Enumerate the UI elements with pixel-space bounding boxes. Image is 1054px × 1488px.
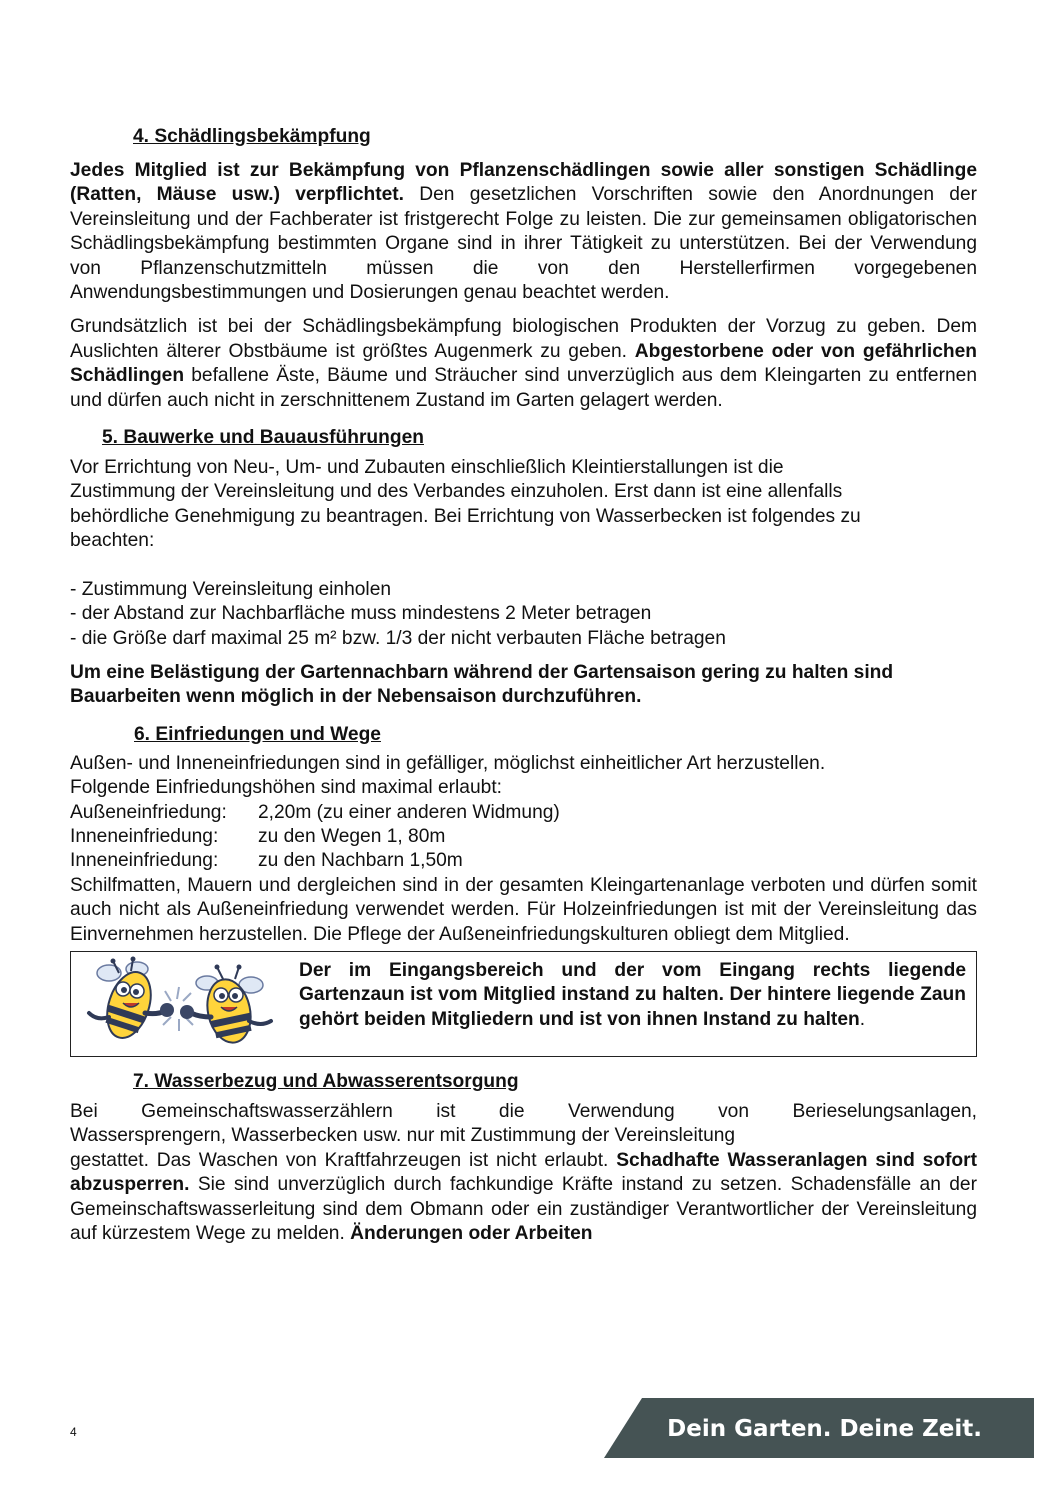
section-6-heading: 6. Einfriedungen und Wege (134, 723, 381, 745)
section-7-line-1: Bei Gemeinschaftswasserzählern ist die Verwendung von Berieselungsanlagen, (70, 1100, 977, 1122)
section-4-obligation-bold: Jedes Mitglied ist zur Bekämpfung von Pflanzenschädlingen sowie aller sonstigen Schädlinge (Ratten, Mäuse usw.) verpflichtet. (70, 160, 977, 206)
section-7-bold-2: Änderungen oder Arbeiten (350, 1223, 593, 1244)
section-5-line: behördliche Genehmigung zu beantragen. Bei Errichtung von Wasserbecken ist folgendes zu (70, 505, 861, 527)
section-4-p1-text: Den gesetzlichen Vorschriften sowie den Anordnungen der Vereinsleitung und der Fachberater ist fristgerecht Folge zu leisten. Die zur gemeinsamen obligatorischen Schädlingsbekämpfung bestimmten Organe sind in ihrer Tätigkeit zu unterstützen. Bei der Verwendung von Pflanzenschutzmitteln müssen die von den Herstellerfirmen vorgegebenen Anwendungsbestimmungen und Dosierungen genau beachtet werden. (70, 184, 977, 304)
section-6-line: Folgende Einfriedungshöhen sind maximal erlaubt: (70, 777, 502, 799)
list-item: - der Abstand zur Nachbarfläche muss mindestens 2 Meter betragen (70, 603, 652, 625)
page-number: 4 (70, 1425, 77, 1439)
slogan-banner (604, 1398, 1034, 1458)
callout-text (299, 959, 966, 1032)
slogan-text: Dein Garten. Deine Zeit. (667, 1416, 982, 1442)
section-6-line: Außen- und Inneneinfriedungen sind in gefälliger, möglichst einheitlicher Art herzustellen. (70, 752, 826, 774)
section-4-p2-text-b: befallene Äste, Bäume und Sträucher sind unverzüglich aus dem Kleingarten zu entfernen und dürfen auch nicht in zerschnittenem Zustand im Garten gelagert werden. (70, 365, 977, 411)
section-5-paragraph (70, 456, 977, 554)
height-value: zu den Nachbarn 1,50m (258, 850, 463, 872)
height-value: 2,20m (zu einer anderen Widmung) (258, 801, 560, 823)
section-4-paragraph-2 (70, 315, 977, 413)
fence-maintenance-callout (70, 951, 977, 1057)
height-label: Außeneinfriedung: (70, 801, 227, 823)
section-6-intro (70, 752, 977, 874)
callout-bold-text: Der im Eingangsbereich und der vom Eingang rechts liegende Gartenzaun ist vom Mitglied instand zu halten. Der hintere liegende Zaun gehört beiden Mitgliedern und ist von ihnen Instand zu halten (299, 959, 966, 1030)
section-6-paragraph: Schilfmatten, Mauern und dergleichen sind in der gesamten Kleingartenanlage verboten und dürfen somit auch nicht als Außeneinfriedung verwendet werden. Für Holzeinfriedungen ist mit der Vereinsleitung das Einvernehmen herzustellen. Die Pflege der Außeneinfriedungskulturen obliegt dem Mitglied. (70, 874, 977, 945)
document-page (70, 124, 977, 1246)
section-7-bold-1: Schadhafte Wasseranlagen sind sofort abzusperren. (70, 1149, 977, 1196)
section-5-note-line: Um eine Belästigung der Gartennachbarn während der Gartensaison gering zu halten sind (70, 661, 894, 683)
section-5-heading: 5. Bauwerke und Bauausführungen (102, 427, 424, 449)
section-5-line: Vor Errichtung von Neu-, Um- und Zubauten einschließlich Kleintierstallungen ist die (70, 457, 784, 479)
section-5-note-line: Bauarbeiten wenn möglich in der Nebensaison durchzuführen. (70, 686, 642, 708)
height-value: zu den Wegen 1, 80m (258, 825, 446, 847)
section-7-text-a: gestattet. Das Waschen von Kraftfahrzeugen ist nicht erlaubt. (70, 1149, 617, 1171)
callout-end: . (859, 1008, 866, 1030)
section-7-heading: 7. Wasserbezug und Abwasserentsorgung (133, 1070, 519, 1092)
section-5-line: Zustimmung der Vereinsleitung und des Verbandes einzuholen. Erst dann ist eine allenfalls (70, 481, 843, 503)
section-5-list (70, 578, 977, 651)
section-7-line-2: Wassersprengern, Wasserbecken usw. nur mit Zustimmung der Vereinsleitung (70, 1125, 736, 1147)
section-7-text-b: Sie sind unverzüglich durch fachkundige Kräfte instand zu setzen. Schadensfälle an der Gemeinschaftswasserleitung sind dem Obmann oder ein zuständiger Verantwortlicher der Vereinsleitung auf kürzestem Wege zu melden. (70, 1174, 977, 1244)
section-5-line: beachten: (70, 530, 155, 552)
section-4-p2-bold: Abgestorbene oder von gefährlichen Schädlingen (70, 340, 977, 387)
section-4-heading: 4. Schädlingsbekämpfung (133, 126, 371, 147)
section-7-paragraph (70, 1149, 977, 1247)
section-5-note (70, 661, 977, 710)
list-item: - die Größe darf maximal 25 m² bzw. 1/3 der nicht verbauten Fläche betragen (70, 627, 726, 649)
section-4-p2-text-a: Grundsätzlich ist bei der Schädlingsbekämpfung biologischen Produkten der Vorzug zu geben. Dem Auslichten älterer Obstbäume ist größtes Augenmerk zu geben. (70, 316, 977, 362)
list-item: - Zustimmung Vereinsleitung einholen (70, 578, 392, 600)
height-label: Inneneinfriedung: (70, 825, 219, 847)
height-label: Inneneinfriedung: (70, 850, 219, 872)
section-4-paragraph-1 (70, 159, 977, 305)
two-bees-fist-bump-icon (79, 955, 279, 1053)
